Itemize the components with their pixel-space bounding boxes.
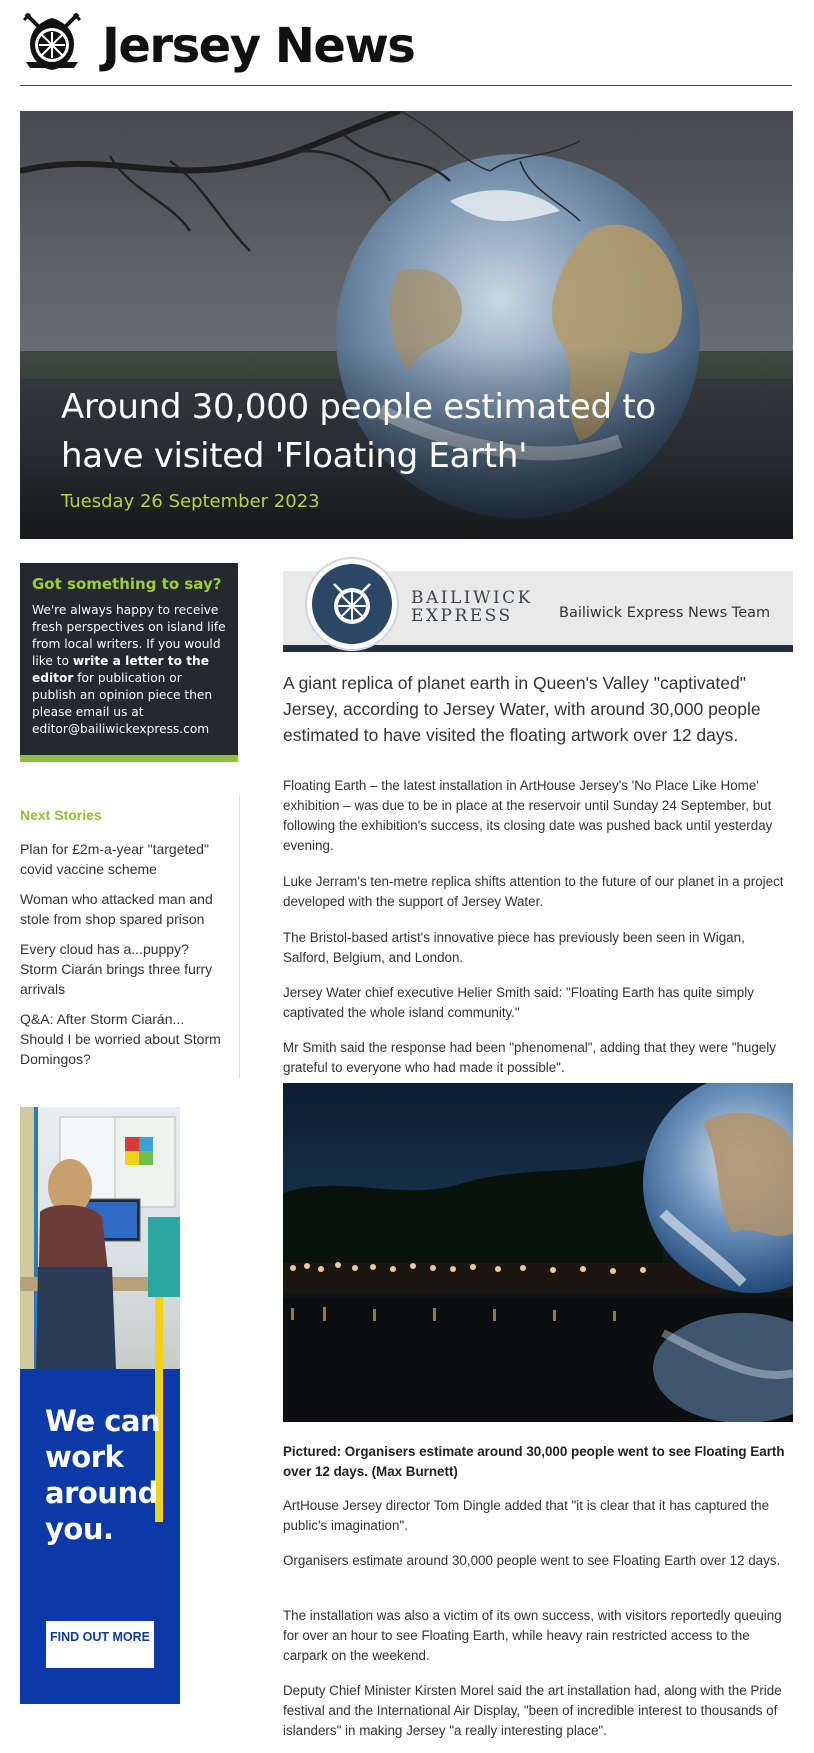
jersey-crest-icon[interactable] — [20, 12, 84, 74]
article-paragraph: Luke Jerram's ten-metre replica shifts attention to the future of our planet in a project developed with the support of Jersey Water. — [283, 874, 784, 909]
author-byline — [283, 571, 793, 652]
next-story-link[interactable]: Woman who attacked man and stole from shop spared prison — [20, 891, 213, 927]
bailiwick-crest-icon — [312, 564, 392, 644]
article-headline[interactable]: Around 30,000 people estimated to have visited 'Floating Earth' — [61, 387, 656, 476]
article-lead: A giant replica of planet earth in Queen's Valley "captivated" Jersey, according to Jersey Water, with around 30,000 people estimated to have visited the floating artwork over 12 days. — [283, 673, 761, 745]
article-paragraph: Organisers estimate around 30,000 people went to see Floating Earth over 12 days. — [283, 1553, 781, 1568]
article-paragraph: The installation was also a victim of its own success, with visitors reportedly queuing for over an hour to see Floating Earth, while heavy rain restricted access to the carpark on the weekend. — [283, 1608, 782, 1663]
site-brand[interactable]: Jersey News — [102, 18, 415, 74]
next-stories-title: Next Stories — [20, 807, 102, 823]
hero-banner[interactable] — [20, 111, 793, 539]
write-letter-box — [20, 563, 238, 762]
article-paragraph: Jersey Water chief executive Helier Smith said: "Floating Earth has quite simply captivated the whole island community." — [283, 985, 754, 1020]
article-paragraph: Deputy Chief Minister Kirsten Morel said the art installation had, along with the Pride festival and the International Air Display, "been of incredible interest to thousands of islanders" in making Jersey "a really interesting place". — [283, 1683, 782, 1738]
next-story-link[interactable]: Plan for £2m-a-year "targeted" covid vaccine scheme — [20, 841, 209, 877]
next-story-link[interactable]: Every cloud has a...puppy? Storm Ciarán brings three furry arrivals — [20, 941, 213, 997]
next-stories — [20, 795, 240, 1078]
advert-banner[interactable] — [20, 1107, 180, 1704]
bailiwick-express-wordmark: BAILIWICK EXPRESS — [411, 588, 533, 626]
write-letter-title: Got something to say? — [32, 575, 222, 593]
write-letter-link[interactable]: write a letter to the editor — [32, 654, 209, 685]
bailiwick-express-logo — [305, 557, 399, 651]
site-header — [20, 10, 792, 86]
article-date: Tuesday 26 September 2023 — [61, 491, 320, 512]
article-paragraph: Floating Earth – the latest installation in ArtHouse Jersey's 'No Place Like Home' exhibition – was due to be in place at the reservoir until Sunday 24 September, but following the exhibition's success, its closing date was pushed back until yesterday evening. — [283, 778, 773, 853]
advert-headline: We can work around you. — [45, 1404, 161, 1546]
write-letter-text: We're always happy to receive fresh perspectives on island life from local writers. If you would like to write a letter to the editor for publication or publish an opinion piece then please email us at editor@bailiwickexpress.com — [32, 603, 226, 736]
article-image[interactable] — [283, 1083, 793, 1422]
next-story-link[interactable]: Q&A: After Storm Ciarán... Should I be worried about Storm Domingos? — [20, 1011, 221, 1067]
byline-author[interactable]: Bailiwick Express News Team — [559, 605, 771, 621]
article-paragraph: The Bristol-based artist's innovative piece has previously been seen in Wigan, Salford, Belgium, and London. — [283, 930, 745, 965]
find-out-more-button[interactable]: FIND OUT MORE — [46, 1621, 154, 1668]
article-paragraph: ArtHouse Jersey director Tom Dingle added that "it is clear that it has captured the public's imagination". — [283, 1498, 770, 1533]
image-caption: Pictured: Organisers estimate around 30,000 people went to see Floating Earth over 12 days. (Max Burnett) — [283, 1444, 785, 1479]
article-paragraph: Mr Smith said the response had been "phenomenal", adding that they were "hugely grateful to everyone who had made it possible". — [283, 1040, 776, 1075]
